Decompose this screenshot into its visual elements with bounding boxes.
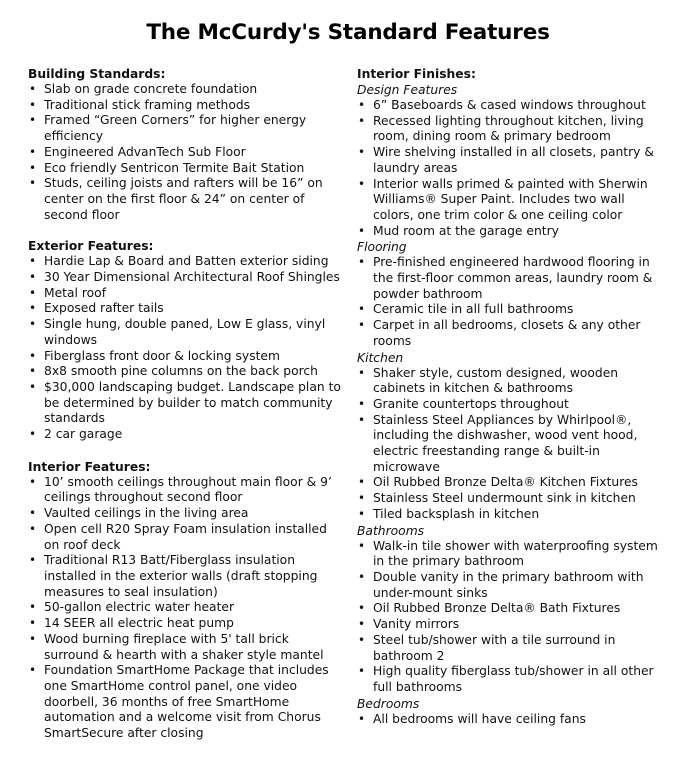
list-item: • Carpet in all bedrooms, closets & any other rooms — [357, 318, 669, 349]
list-item: • Eco friendly Sentricon Termite Bait Station — [28, 161, 346, 177]
list-item: • 8x8 smooth pine columns on the back porch — [28, 364, 346, 380]
kitchen-subheading: Kitchen — [357, 350, 404, 365]
list-item: • Vanity mirrors — [357, 617, 669, 633]
interior-features-heading: Interior Features: — [28, 459, 151, 474]
building-standards-heading: Building Standards: — [28, 67, 166, 81]
list-item: • Open cell R20 Spray Foam insulation installed on roof deck — [28, 522, 346, 553]
list-item: • Slab on grade concrete foundation — [28, 82, 346, 98]
list-item: • Single hung, double paned, Low E glass, vinyl windows — [28, 317, 346, 348]
list-item: • Stainless Steel Appliances by Whirlpool®, including the dishwasher, wood vent hood, electric freestanding range & built-in microwave — [357, 413, 669, 476]
list-item: • 50-gallon electric water heater — [28, 600, 346, 616]
building-standards-list — [28, 82, 346, 223]
left-column — [28, 66, 346, 742]
list-item: • Stainless Steel undermount sink in kitchen — [357, 491, 669, 507]
list-item: • Metal roof — [28, 286, 346, 302]
list-item: • Engineered AdvanTech Sub Floor — [28, 145, 346, 161]
exterior-features-heading: Exterior Features: — [28, 239, 154, 254]
list-item: • Recessed lighting throughout kitchen, living room, dining room & primary bedroom — [357, 114, 669, 145]
list-item: • Steel tub/shower with a tile surround in bathroom 2 — [357, 633, 669, 664]
list-item: • Framed “Green Corners” for higher energy efficiency — [28, 113, 346, 144]
list-item: • High quality fiberglass tub/shower in all other full bathrooms — [357, 664, 669, 695]
list-item: • Pre-finished engineered hardwood flooring in the first-floor common areas, laundry room & powder bathroom — [357, 255, 669, 302]
list-item: • 14 SEER all electric heat pump — [28, 616, 346, 632]
list-item: • Vaulted ceilings in the living area — [28, 506, 346, 522]
list-item: • Shaker style, custom designed, wooden cabinets in kitchen & bathrooms — [357, 366, 669, 397]
list-item: • Hardie Lap & Board and Batten exterior siding — [28, 254, 346, 270]
list-item: • Wire shelving installed in all closets, pantry & laundry areas — [357, 145, 669, 176]
design-features-subheading: Design Features — [357, 83, 458, 97]
bedrooms-list — [357, 712, 669, 728]
kitchen-list — [357, 366, 669, 523]
list-item: • 6” Baseboards & cased windows throughout — [357, 98, 669, 114]
list-item: • Walk-in tile shower with waterproofing system in the primary bathroom — [357, 539, 669, 570]
list-item: • Granite countertops throughout — [357, 397, 669, 413]
list-item: • Exposed rafter tails — [28, 301, 346, 317]
list-item: • $30,000 landscaping budget. Landscape plan to be determined by builder to match community standards — [28, 380, 346, 427]
right-column — [357, 66, 669, 727]
list-item: • Ceramic tile in all full bathrooms — [357, 302, 669, 318]
bathrooms-subheading: Bathrooms — [357, 523, 425, 538]
list-item: • Foundation SmartHome Package that includes one SmartHome control panel, one video doorbell, 36 months of free SmartHome automation and a welcome visit from Chorus SmartSecure after closing — [28, 663, 346, 742]
list-item: • Oil Rubbed Bronze Delta® Kitchen Fixtures — [357, 475, 669, 491]
list-item: • Double vanity in the primary bathroom with under-mount sinks — [357, 570, 669, 601]
interior-features-list — [28, 475, 346, 742]
interior-finishes-heading: Interior Finishes: — [357, 67, 476, 81]
list-item: • 2 car garage — [28, 427, 346, 443]
list-item: • Interior walls primed & painted with Sherwin Williams® Super Paint. Includes two wall colors, one trim color & one ceiling color — [357, 177, 669, 224]
list-item: • Traditional R13 Batt/Fiberglass insulation installed in the exterior walls (draft stopping measures to seal insulation) — [28, 553, 346, 600]
list-item: • Traditional stick framing methods — [28, 98, 346, 114]
list-item: • All bedrooms will have ceiling fans — [357, 712, 669, 728]
list-item: • Tiled backsplash in kitchen — [357, 507, 669, 523]
flooring-list — [357, 255, 669, 349]
list-item: • 10’ smooth ceilings throughout main floor & 9’ ceilings throughout second floor — [28, 475, 346, 506]
list-item: • Oil Rubbed Bronze Delta® Bath Fixtures — [357, 601, 669, 617]
list-item: • Wood burning fireplace with 5' tall brick surround & hearth with a shaker style mantel — [28, 632, 346, 663]
bedrooms-subheading: Bedrooms — [357, 696, 420, 711]
exterior-features-list — [28, 254, 346, 442]
list-item: • Fiberglass front door & locking system — [28, 349, 346, 365]
page-title: The McCurdy's Standard Features — [146, 20, 550, 45]
flooring-subheading: Flooring — [357, 240, 407, 255]
design-features-list — [357, 98, 669, 239]
list-item: • Studs, ceiling joists and rafters will be 16” on center on the first floor & 24” on center of second floor — [28, 176, 346, 223]
list-item: • 30 Year Dimensional Architectural Roof Shingles — [28, 270, 346, 286]
list-item: • Mud room at the garage entry — [357, 224, 669, 240]
bathrooms-list — [357, 539, 669, 696]
